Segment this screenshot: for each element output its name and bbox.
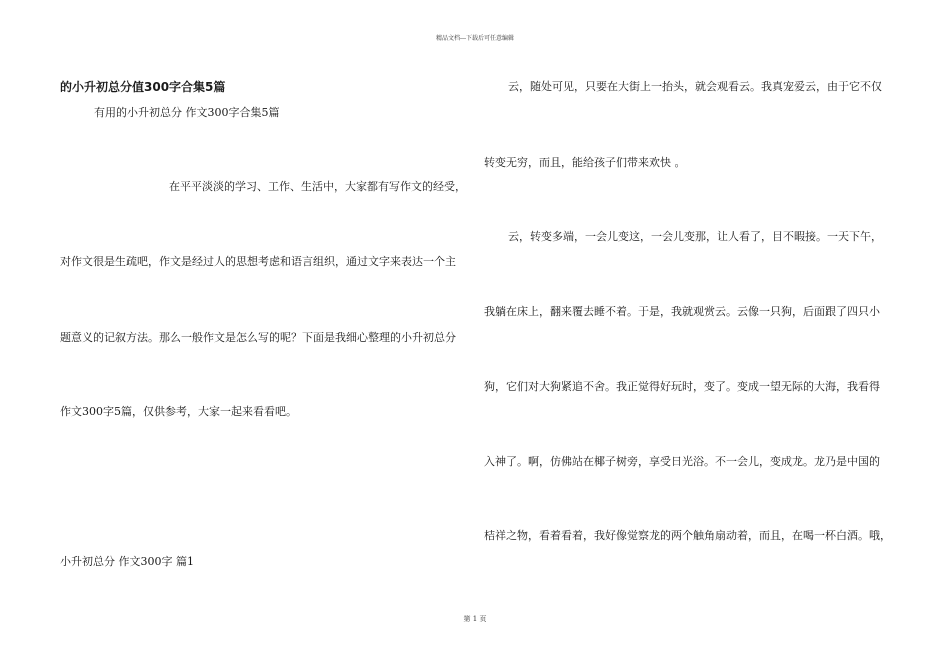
essay-line-7: 桔祥之物，看着看着，我好像觉察龙的两个触角扇动着，而且，在喝一杯白酒。哦， <box>484 529 891 542</box>
page-footer: 第 1 页 <box>463 615 487 623</box>
essay-line-6: 入神了。啊，仿佛站在椰子树旁，享受日光浴。不一会儿，变成龙。龙乃是中国的 <box>484 455 880 468</box>
essay-line-4: 我躺在床上，翻来覆去睡不着。于是，我就观赏云。云像一只狗，后面跟了四只小 <box>484 305 880 318</box>
intro-line-4: 作文300字5篇，仅供参考，大家一起来看看吧。 <box>60 405 297 418</box>
section-heading: 小升初总分 作文300字 篇1 <box>60 555 194 568</box>
essay-line-1: 云，随处可见，只要在大街上一抬头，就会观看云。我真宠爱云，由于它不仅 <box>508 80 882 93</box>
essay-line-2: 转变无穷，而且，能给孩子们带来欢快 。 <box>484 156 686 169</box>
document-subtitle: 有用的小升初总分 作文300字合集5篇 <box>94 106 280 119</box>
intro-line-3: 题意义的记叙方法。那么一般作文是怎么写的呢？下面是我细心整理的小升初总分 <box>60 331 456 344</box>
page-header: 精品文档---下载后可任意编辑 <box>435 35 515 42</box>
essay-line-3: 云，转变多端，一会儿变这，一会儿变那，让人看了，目不暇接。一天下午， <box>508 230 882 243</box>
essay-line-5: 狗，它们对大狗紧追不舍。我正觉得好玩时，变了。变成一望无际的大海，我看得 <box>484 380 880 393</box>
intro-line-2: 对作文很是生疏吧，作文是经过人的思想考虑和语言组织，通过文字来表达一个主 <box>60 255 456 268</box>
document-title: 的小升初总分值300字合集5篇 <box>60 80 226 94</box>
intro-line-1: 在平平淡淡的学习、工作、生活中，大家都有写作文的经受， <box>169 180 466 193</box>
